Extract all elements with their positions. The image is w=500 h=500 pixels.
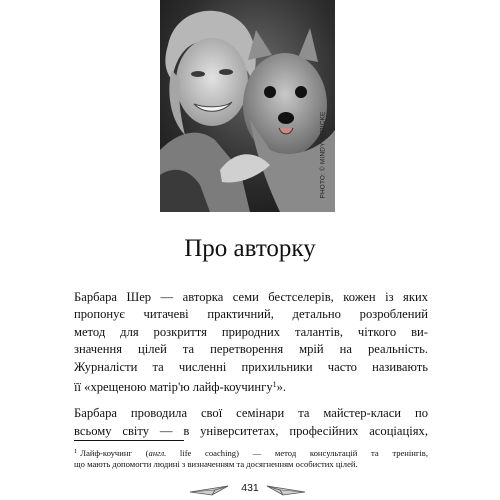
paragraph [74,405,428,440]
footnote-line [74,446,428,459]
paragraph-line-end: ». [276,380,287,395]
paragraph-line: Журналісти та численні прихильники часто називають [74,359,428,374]
footnote-italic: англ. [148,448,167,458]
footnote [74,446,428,470]
footnote-divider [74,440,184,441]
paragraph-line [74,376,428,396]
paragraph-line: пропонує читачеві практичний, детально розроблений [74,307,428,322]
footnote-line: що мають допомогти людині з визначенням та досягненням особистих цілей. [74,459,358,469]
author-photo [160,0,335,212]
body-text [74,289,428,440]
paragraph [74,289,428,396]
footnote-reference[interactable]: 1 [272,380,277,390]
photo-credit-text: PHOTO: © MINDY STRICKE [319,111,327,199]
paragraph-line-text: її «хрещеною матір'ю лайф-коучингу [74,380,273,395]
page-number: 431 [241,482,259,494]
paragraph-line: значення цілей та перетворення мрій на реальність. [74,342,428,357]
page-footer [0,481,500,500]
paragraph-line: метод для розкриття природних талантів, чіткого ви- [74,324,428,339]
paper-plane-ornament-icon [263,483,307,497]
footnote-marker: 1 [74,448,78,455]
paragraph-line: всьому світу — в університетах, професійних асоціаціях, [74,423,428,438]
paragraph-line: Барбара проводила свої семінари та майстер-класи по [74,406,428,421]
footnote-text: life coaching) — метод консультацій та тренінгів, [166,448,429,458]
photo-credit [316,100,330,210]
section-title: Про авторку [184,235,316,262]
footnote-text: Лайф-коучинг ( [80,448,149,458]
paragraph-line: Барбара Шер — авторка семи бестселерів, кожен із яких [74,290,428,304]
